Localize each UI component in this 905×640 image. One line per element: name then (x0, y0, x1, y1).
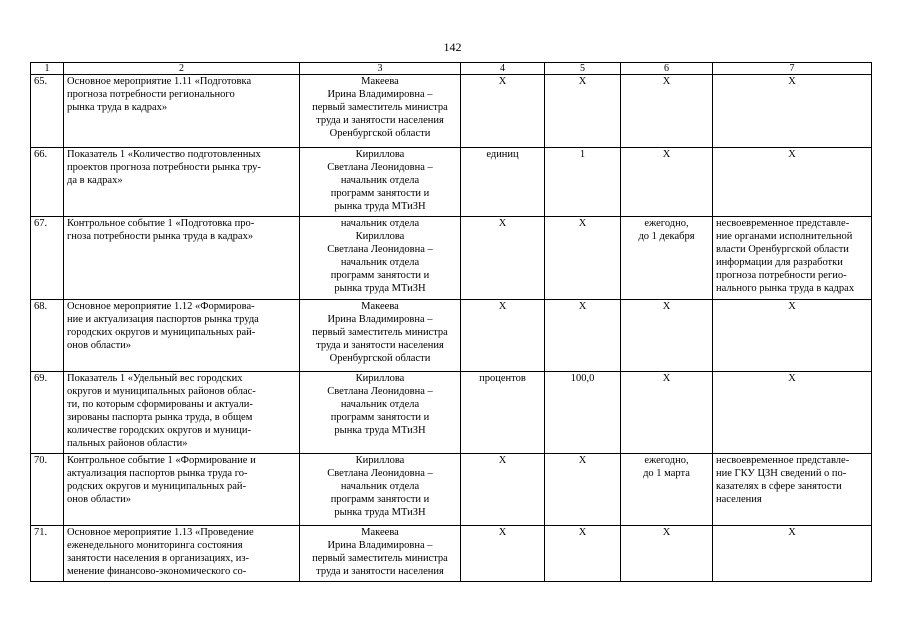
table-row (31, 217, 872, 300)
responsible-person: Кириллова Светлана Леонидовна – начальник отдела программ занятости и рынка труда МТиЗН (327, 373, 433, 436)
table-row (31, 148, 872, 217)
unit-cell: Х (498, 527, 507, 538)
responsible-person: Кириллова Светлана Леонидовна – начальник отдела программ занятости и рынка труда МТиЗН (327, 455, 433, 518)
responsible-person: Макеева Ирина Владимировна – первый заместитель министра труда и занятости населения Оренбургской области (312, 301, 448, 364)
unit-cell: Х (498, 455, 507, 466)
date-cell: Х (662, 527, 671, 538)
value-cell: Х (578, 527, 587, 538)
risk-cell: Х (788, 149, 796, 160)
value-cell: Х (578, 455, 587, 466)
row-number: 70. (34, 455, 48, 466)
date-cell: ежегодно, до 1 марта (643, 455, 690, 479)
row-number: 68. (34, 301, 48, 312)
column-number: 4 (461, 63, 545, 75)
unit-cell: процентов (479, 373, 526, 384)
risk-cell: несвоевременное представле- ние ГКУ ЦЗН сведений о по- казателях в сфере занятости населения (716, 455, 850, 505)
date-cell: ежегодно, до 1 декабря (638, 218, 695, 242)
column-number: 5 (545, 63, 621, 75)
row-number: 69. (34, 373, 48, 384)
unit-cell: единиц (486, 149, 519, 160)
risk-cell: Х (788, 301, 796, 312)
row-number: 65. (34, 76, 48, 87)
responsible-person: Кириллова Светлана Леонидовна – начальник отдела программ занятости и рынка труда МТиЗН (327, 149, 433, 212)
unit-cell: Х (498, 76, 507, 87)
value-cell: Х (578, 218, 587, 229)
column-number: 6 (621, 63, 713, 75)
event-name: Контрольное событие 1 «Формирование и актуализация паспортов рынка труда го- родских округов и муниципальных рай- онов области» (67, 455, 256, 505)
unit-cell: Х (498, 218, 507, 229)
responsible-person: Макеева Ирина Владимировна – первый заместитель министра труда и занятости населения Оренбургской области (312, 76, 448, 139)
responsible-person: начальник отдела Кириллова Светлана Леонидовна – начальник отдела программ занятости и рынка труда МТиЗН (327, 218, 433, 294)
row-number: 66. (34, 149, 48, 160)
event-name: Показатель 1 «Удельный вес городских округов и муниципальных районов облас- ти, по которым сформированы и актуали- зированы паспорта рынка труда, в общем количестве городских округов и муници- пальных районов области» (67, 373, 256, 449)
risk-cell: Х (788, 76, 796, 87)
date-cell: Х (662, 301, 671, 312)
event-name: Контрольное событие 1 «Подготовка про- гноза потребности рынка труда в кадрах» (67, 218, 255, 242)
value-cell: 1 (579, 149, 586, 160)
column-number-row (31, 63, 872, 75)
column-number: 2 (64, 63, 300, 75)
page-number: 142 (443, 40, 462, 54)
risk-cell: Х (788, 373, 796, 384)
date-cell: Х (662, 76, 671, 87)
table-row (31, 454, 872, 526)
event-name: Основное мероприятие 1.11 «Подготовка прогноза потребности регионального рынка труда в кадрах» (67, 76, 252, 113)
column-number: 3 (300, 63, 461, 75)
table-row (31, 372, 872, 454)
date-cell: Х (662, 149, 671, 160)
risk-cell: несвоевременное представле- ние органами исполнительной власти Оренбургской области информации для разработки прогноза потребности регио- нального рынка труда в кадрах (716, 218, 855, 294)
event-name: Показатель 1 «Количество подготовленных проектов прогноза потребности рынка тру- да в кадрах» (67, 149, 261, 186)
value-cell: 100,0 (570, 373, 595, 384)
row-number: 67. (34, 218, 48, 229)
date-cell: Х (662, 373, 671, 384)
unit-cell: Х (498, 301, 507, 312)
risk-cell: Х (788, 527, 796, 538)
responsible-person: Макеева Ирина Владимировна – первый заместитель министра труда и занятости населения (312, 527, 448, 577)
table-row (31, 75, 872, 148)
event-name: Основное мероприятие 1.13 «Проведение еженедельного мониторинга состояния занятости населения в организациях, из- менение финансово-экономического со- (67, 527, 254, 577)
plan-table (30, 62, 872, 582)
event-name: Основное мероприятие 1.12 «Формирова- ние и актуализация паспортов рынка труда городских округов и муниципальных рай- онов области» (67, 301, 259, 351)
table-row (31, 526, 872, 582)
column-number: 7 (713, 63, 872, 75)
row-number: 71. (34, 527, 48, 538)
value-cell: Х (578, 301, 587, 312)
value-cell: Х (578, 76, 587, 87)
column-number: 1 (31, 63, 64, 75)
table-row (31, 300, 872, 372)
